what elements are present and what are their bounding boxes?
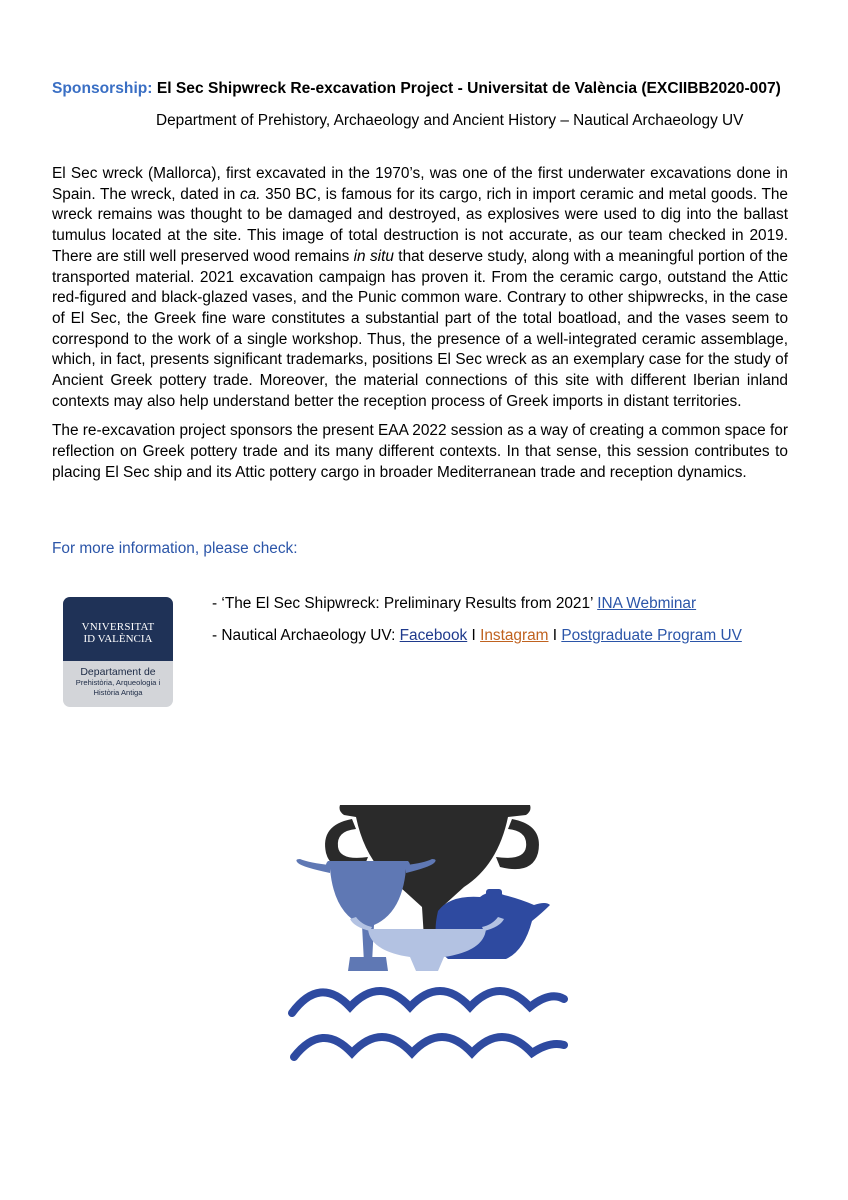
link-row-social xyxy=(212,626,742,658)
pottery-waves-illustration xyxy=(280,795,580,1070)
links-list xyxy=(212,594,742,658)
separator-1: I xyxy=(467,627,481,644)
sponsorship-heading xyxy=(52,80,812,98)
paragraph-2: The re-excavation project sponsors the present EAA 2022 session as a way of creating a common space for reflection on Greek pottery trade and its many different contexts. In that sense, this session contributes to placing El Sec ship and its Attic pottery cargo in broader Mediterranean trade and reception dynamics. xyxy=(52,422,788,481)
ina-webinar-link[interactable]: INA Webminar xyxy=(597,595,697,612)
postgraduate-program-link[interactable]: Postgraduate Program UV xyxy=(561,627,742,644)
body-text xyxy=(52,164,788,493)
p1-ca: ca. xyxy=(239,185,261,203)
logo-dept-line-1: Departament de xyxy=(80,666,156,678)
logo-dept-line-3: Història Antiga xyxy=(93,688,143,697)
university-department-logo xyxy=(63,597,173,707)
facebook-link[interactable]: Facebook xyxy=(399,627,468,644)
logo-university-block xyxy=(63,597,173,661)
project-title: El Sec Shipwreck Re-excavation Project - Universitat de València (EXCIIBB2020-007) xyxy=(156,80,781,97)
logo-line-1: VNIVERSITAT xyxy=(81,621,155,633)
webinar-text: - ‘The El Sec Shipwreck: Preliminary Results from 2021’ xyxy=(212,595,598,612)
p1-part-b: 350 BC, is famous for its cargo, rich in import ceramic and metal goods. The wreck remains was thought to be damaged and destroyed, as explosives were used to dig into the ballast tumulus located at the site. This image of total destruction is not accurate, as our team checked in 2019. There are still well preserved wood remains xyxy=(52,185,788,265)
logo-department-block xyxy=(63,661,173,698)
more-info-text: For more information, please check: xyxy=(52,540,298,557)
sponsorship-label: Sponsorship: xyxy=(52,80,153,97)
nautical-archaeology-text: - Nautical Archaeology UV: xyxy=(212,627,400,644)
logo-line-2: ID VALÈNCIA xyxy=(83,633,153,645)
paragraph-1 xyxy=(52,164,788,412)
link-row-webinar xyxy=(212,594,742,626)
separator-2: I xyxy=(548,627,562,644)
p1-in-situ: in situ xyxy=(353,247,394,265)
instagram-link[interactable]: Instagram xyxy=(480,627,549,644)
logo-dept-line-2: Prehistòria, Arqueologia i xyxy=(75,678,161,687)
p1-part-a: El Sec wreck (Mallorca), first excavated in the 1970’s, was one of the first underwater excavations done in Spain. The wreck, dated in xyxy=(52,165,788,203)
waves-icon xyxy=(292,991,564,1057)
p1-part-c: that deserve study, along with a meaningful portion of the transported material. 2021 excavation campaign has proven it. From the ceramic cargo, outstand the Attic red-figured and black-glazed vases, and the Punic common ware. Contrary to other shipwrecks, in the case of El Sec, the Greek fine ware constitutes a substantial part of the total boatload, and the vases seem to correspond to the work of a single workshop. Thus, the presence of a well-integrated ceramic assemblage, which, in fact, presents significant trademarks, positions El Sec wreck as an exemplary case for the study of Ancient Greek pottery trade. Moreover, the material connections of this site with different Iberian inland contexts may also help understand better the reception process of Greek imports in distant territories. xyxy=(52,247,788,410)
department-subtitle: Department of Prehistory, Archaeology and Ancient History – Nautical Archaeology UV xyxy=(156,112,744,129)
